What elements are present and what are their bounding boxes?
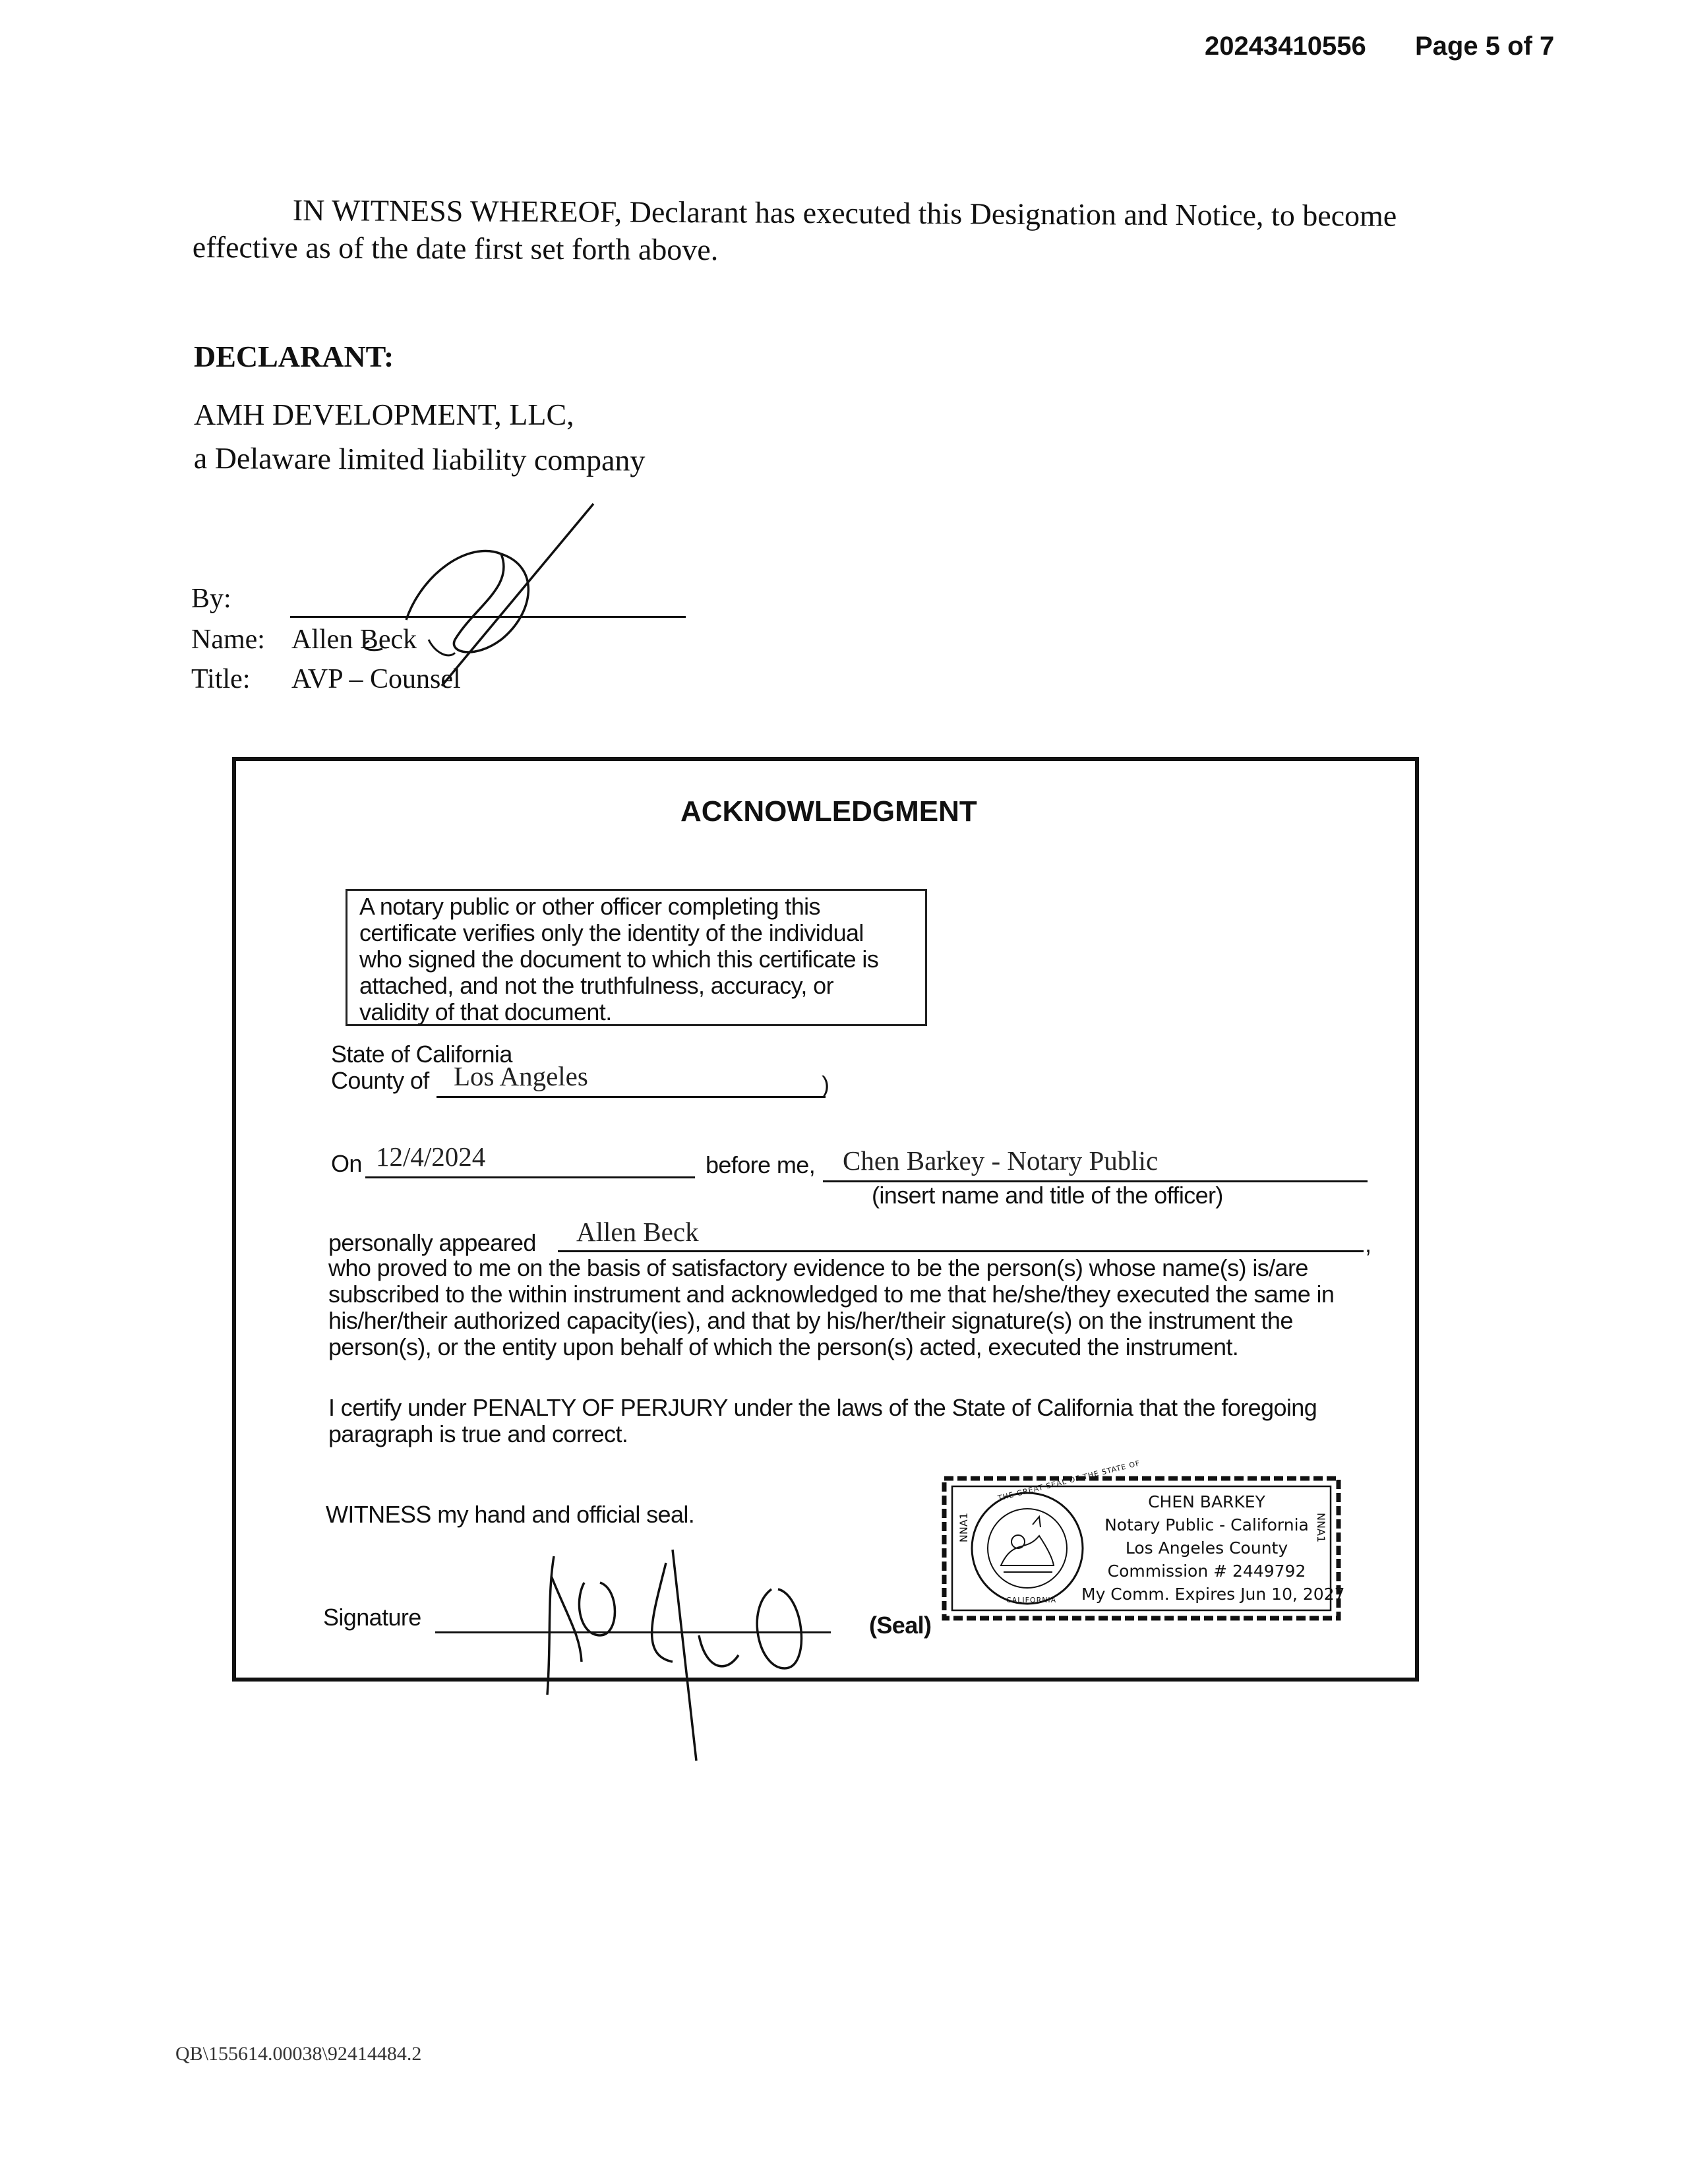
title-value: AVP – Counsel xyxy=(291,664,461,694)
notice-line-2: certificate verifies only the identity of the individual xyxy=(359,919,864,946)
notice-line-3: who signed the document to which this certificate is xyxy=(359,946,879,973)
county-value: Los Angeles xyxy=(454,1061,588,1091)
certify-line-2: paragraph is true and correct. xyxy=(328,1420,628,1447)
notice-line-4: attached, and not the truthfulness, accuracy, or xyxy=(359,972,833,999)
county-underline xyxy=(437,1096,826,1098)
seal-side-code-left: NNA1 xyxy=(957,1513,970,1543)
state-label: State of California xyxy=(331,1041,512,1068)
name-value: Allen Beck xyxy=(291,624,417,655)
witness-line-1: IN WITNESS WHEREOF, Declarant has executed this Designation and Notice, to become xyxy=(292,193,1397,233)
declarant-signature xyxy=(343,488,620,712)
proof-line-1: who proved to me on the basis of satisfactory evidence to be the person(s) whose name(s) is/are xyxy=(328,1254,1308,1281)
certify-line-1: I certify under PENALTY OF PERJURY under the laws of the State of California that the foregoing xyxy=(328,1394,1317,1421)
on-label: On xyxy=(331,1150,362,1177)
proof-line-3: his/her/their authorized capacity(ies), and that by his/her/their signature(s) on the instrument the xyxy=(328,1307,1293,1334)
officer-hint: (insert name and title of the officer) xyxy=(872,1182,1223,1209)
seal-line-4: Commission # 2449792 xyxy=(1107,1562,1306,1581)
notary-signature xyxy=(521,1536,824,1774)
seal-line-5: My Comm. Expires Jun 10, 2027 xyxy=(1081,1585,1345,1604)
seal-notary-name: CHEN BARKEY xyxy=(1148,1492,1265,1511)
acknowledgment-box xyxy=(232,757,1419,1682)
notary-notice-box xyxy=(346,889,927,1026)
county-close-paren: ) xyxy=(822,1071,829,1098)
acknowledgment-date: 12/4/2024 xyxy=(376,1141,486,1172)
document-number: 20243410556 xyxy=(1205,32,1366,61)
seal-ring-text-top: THE GREAT SEAL OF THE STATE OF xyxy=(997,1459,1141,1503)
appeared-label: personally appeared xyxy=(328,1229,536,1256)
footer-reference: QB\155614.00038\92414484.2 xyxy=(175,2043,422,2065)
witness-line-2: effective as of the date first set forth above. xyxy=(192,230,719,267)
declarant-heading: DECLARANT: xyxy=(194,340,394,373)
by-label: By: xyxy=(191,584,231,614)
before-me-label: before me, xyxy=(706,1151,816,1178)
proof-line-4: person(s), or the entity upon behalf of which the person(s) acted, executed the instrument. xyxy=(328,1333,1239,1360)
seal-side-code-right: NNA1 xyxy=(1315,1513,1327,1543)
declarant-company-desc: a Delaware limited liability company xyxy=(193,441,646,477)
page-indicator: Page 5 of 7 xyxy=(1415,32,1555,61)
declarant-company: AMH DEVELOPMENT, LLC, xyxy=(194,398,574,431)
seal-ring-text-bottom: CALIFORNIA xyxy=(1006,1596,1057,1604)
proof-line-2: subscribed to the within instrument and acknowledged to me that he/she/they executed the same in xyxy=(328,1281,1335,1308)
name-label: Name: xyxy=(191,624,265,655)
seal-line-2: Notary Public - California xyxy=(1104,1515,1309,1534)
officer-name-title: Chen Barkey - Notary Public xyxy=(843,1145,1159,1176)
notice-line-5: validity of that document. xyxy=(359,998,612,1025)
seal-line-3: Los Angeles County xyxy=(1125,1538,1288,1558)
appeared-underline xyxy=(558,1250,1364,1252)
notice-line-1: A notary public or other officer completing this xyxy=(359,893,820,920)
acknowledgment-title: ACKNOWLEDGMENT xyxy=(680,795,977,828)
signature-label: Signature xyxy=(323,1604,421,1631)
date-underline xyxy=(365,1176,695,1178)
appeared-comma: , xyxy=(1365,1230,1372,1258)
witness-seal-line: WITNESS my hand and official seal. xyxy=(326,1501,695,1528)
seal-label: (Seal) xyxy=(869,1612,932,1639)
title-label: Title: xyxy=(191,664,251,694)
county-label: County of xyxy=(331,1067,429,1094)
notary-seal-stamp xyxy=(940,1459,1345,1623)
appeared-name: Allen Beck xyxy=(576,1217,699,1247)
